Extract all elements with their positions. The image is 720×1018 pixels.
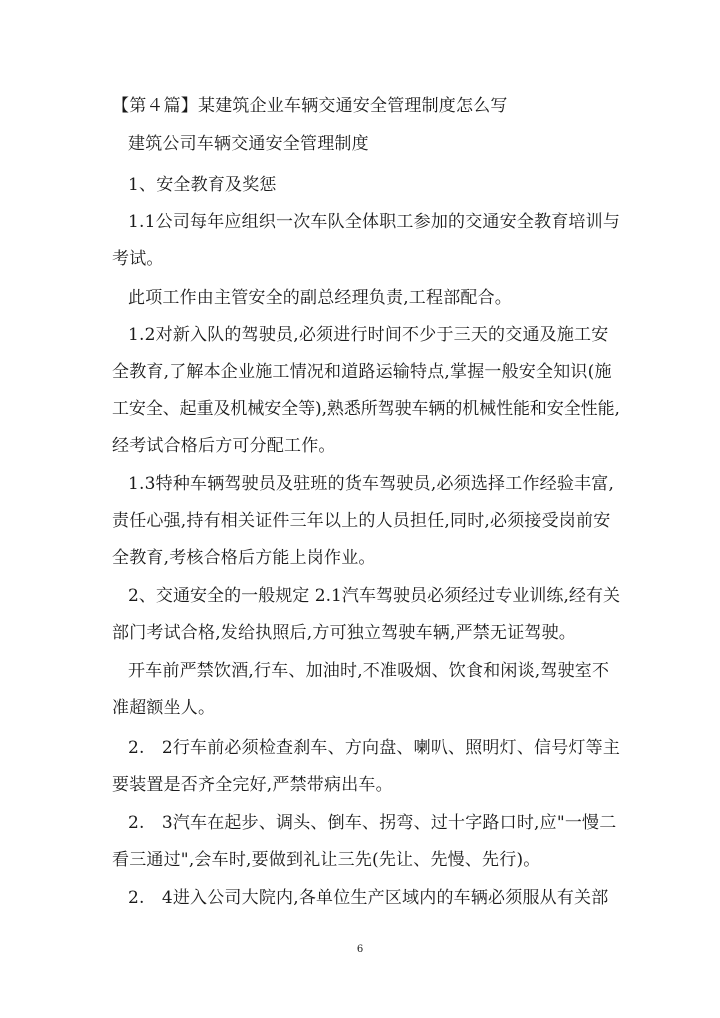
- paragraph-line: 此项工作由主管安全的副总经理负责,工程部配合。: [128, 288, 513, 308]
- paragraph-line: 1.2对新入队的驾驶员,必须进行时间不少于三天的交通及施工安: [128, 325, 609, 345]
- paragraph-line: 看三通过",会车时,要做到礼让三先(先让、先慢、先行)。: [112, 850, 541, 870]
- document-title: 【第４篇】某建筑企业车辆交通安全管理制度怎么写: [112, 96, 508, 116]
- paragraph-line: 责任心强,持有相关证件三年以上的人员担任,同时,必须接受岗前安: [112, 511, 611, 531]
- paragraph-line: 2、交通安全的一般规定 2.1汽车驾驶员必须经过专业训练,经有关: [128, 586, 621, 606]
- paragraph-line: 建筑公司车辆交通安全管理制度: [128, 134, 369, 154]
- paragraph-line: 经考试合格后方可分配工作。: [112, 436, 336, 456]
- paragraph-line: 要装置是否齐全完好,严禁带病出车。: [112, 775, 393, 795]
- paragraph-line: 2. 4进入公司大院内,各单位生产区域内的车辆必须服从有关部: [128, 888, 609, 908]
- paragraph-line: 1.1公司每年应组织一次车队全体职工参加的交通安全教育培训与: [128, 212, 621, 232]
- paragraph-line: 准超额坐人。: [112, 698, 216, 718]
- paragraph-line: 全教育,了解本企业施工情况和道路运输特点,掌握一般安全知识(施: [112, 362, 612, 382]
- paragraph-line: 全教育,考核合格后方能上岗作业。: [112, 548, 376, 568]
- page-number: 6: [356, 944, 364, 955]
- paragraph-line: 1.3特种车辆驾驶员及驻班的货车驾驶员,必须选择工作经验丰富,: [128, 474, 615, 494]
- paragraph-line: 2. 2行车前必须检查刹车、方向盘、喇叭、照明灯、信号灯等主: [128, 738, 621, 758]
- paragraph-line: 工安全、起重及机械安全等),熟悉所驾驶车辆的机械性能和安全性能,: [112, 399, 620, 419]
- paragraph-line: 部门考试合格,发给执照后,方可独立驾驶车辆,严禁无证驾驶。: [112, 623, 577, 643]
- paragraph-line: 开车前严禁饮酒,行车、加油时,不准吸烟、饮食和闲谈,驾驶室不: [128, 661, 610, 681]
- paragraph-line: 考试。: [112, 249, 164, 269]
- paragraph-line: 1、安全教育及奖惩: [128, 175, 277, 195]
- paragraph-line: 2. 3汽车在起步、调头、倒车、拐弯、过十字路口时,应"一慢二: [128, 813, 617, 833]
